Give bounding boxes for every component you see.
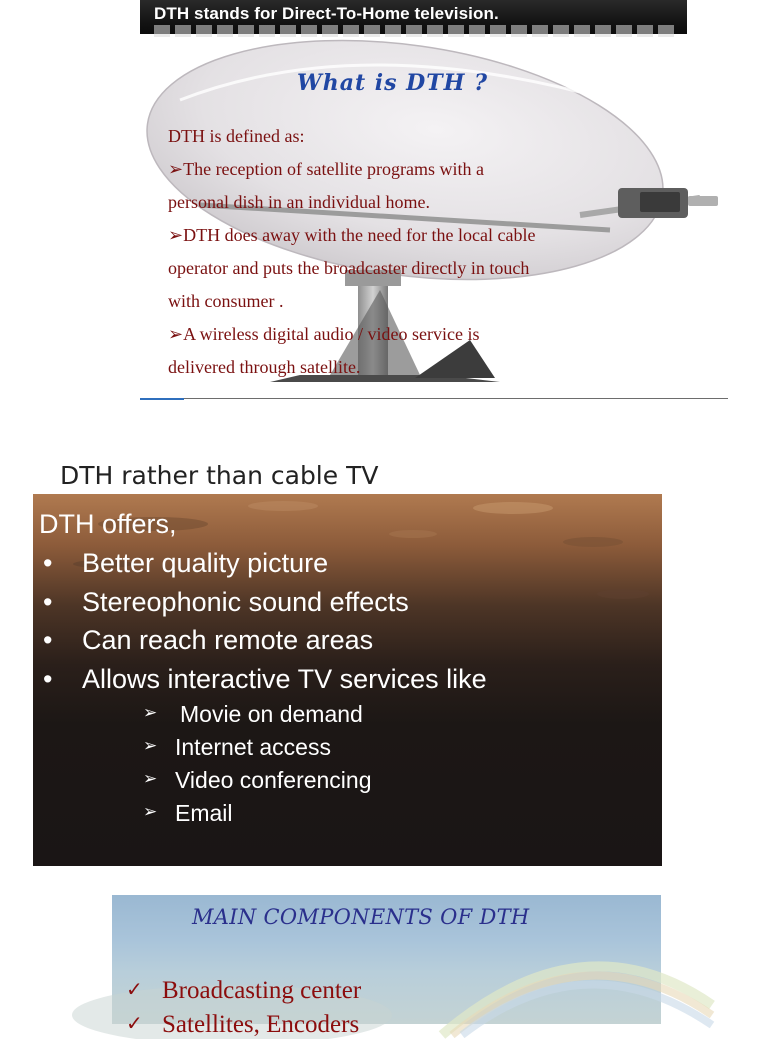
dish-line: ➢A wireless digital audio / video service is [168,324,480,344]
section-heading: DTH rather than cable TV [60,461,379,490]
dish-slide-text [168,120,728,384]
bullet-icon: • [43,586,53,617]
list-item [33,587,662,626]
dish-line: personal dish in an individual home. [168,192,430,212]
sub-list-item [33,767,662,800]
list-item [33,625,662,664]
divider-accent [140,398,184,400]
offers-bullet-list [33,548,662,702]
dish-line: delivered through satellite. [168,357,361,377]
bullet-icon: • [43,625,53,655]
sub-list-item-label: Email [175,800,233,826]
dish-line: with consumer . [168,291,284,311]
dish-slide-title: What is DTH ? [297,70,488,96]
list-item-label: Better quality picture [82,548,329,578]
sub-list-item-label: Video conferencing [175,767,372,793]
dth-definition-banner [140,0,687,34]
list-item-label: Satellites, Encoders [162,1011,360,1038]
sub-list-item [33,701,662,734]
what-is-dth-slide [140,40,728,400]
offers-sub-list [33,701,662,833]
arrow-bullet-icon: ➢ [143,802,158,821]
bullet-icon: • [43,663,53,694]
banner-cutoff-line [154,25,674,37]
sub-list-item [33,800,662,833]
sub-list-item [33,734,662,767]
bullet-icon: • [43,548,53,578]
list-item-label: Broadcasting center [162,977,362,1004]
list-item-label: Can reach remote areas [82,625,374,655]
components-title: MAIN COMPONENTS OF DTH [192,905,530,929]
arrow-bullet-icon: ➢ [143,769,158,788]
check-icon: ✓ [126,1013,143,1035]
banner-text: DTH stands for Direct-To-Home television. [154,4,499,23]
dish-line: DTH is defined as: [168,126,305,146]
arrow-bullet-icon: ➢ [143,736,158,755]
divider [140,398,728,399]
dish-line: ➢DTH does away with the need for the local cable [168,225,536,245]
list-item [33,664,662,703]
dish-line: ➢The reception of satellite programs with a [168,159,484,179]
check-icon: ✓ [126,979,143,1001]
arrow-bullet-icon: ➢ [143,703,158,722]
list-item [33,548,662,587]
sub-list-item-label: Internet access [175,734,331,760]
offers-heading: DTH offers, [39,509,177,539]
sub-list-item-label: Movie on demand [180,701,363,727]
list-item-label: Allows interactive TV services like [82,663,487,694]
list-item-label: Stereophonic sound effects [82,586,409,617]
main-components-slide [112,895,661,1038]
dish-line: operator and puts the broadcaster directly in touch [168,258,530,278]
dth-offers-slide [33,494,662,866]
